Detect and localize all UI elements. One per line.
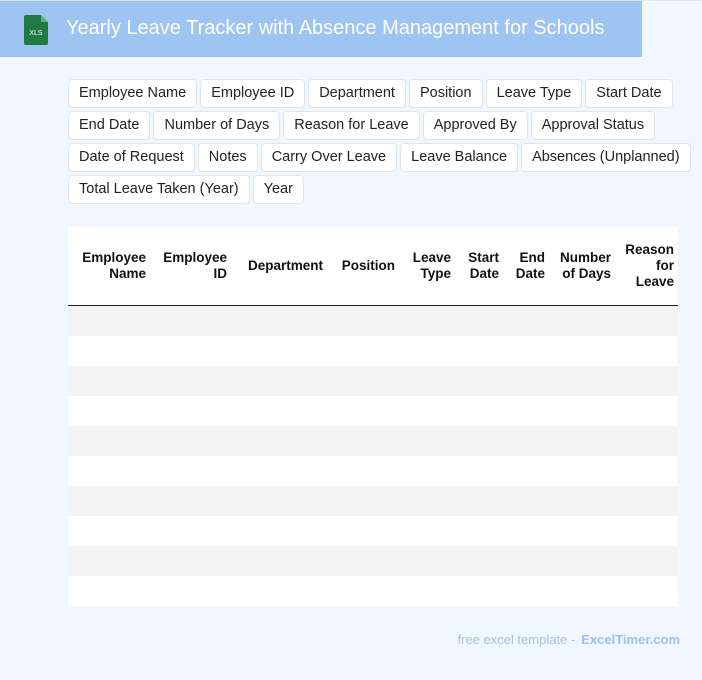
title-banner [0, 1, 642, 57]
table-cell[interactable] [231, 426, 327, 456]
table-cell[interactable] [150, 486, 231, 516]
table-cell[interactable] [455, 576, 503, 606]
table-cell[interactable] [150, 516, 231, 546]
table-cell[interactable] [150, 306, 231, 337]
table-cell[interactable] [549, 336, 615, 366]
column-header: Reason for Leave [615, 227, 678, 306]
column-header: Start Date [455, 227, 503, 306]
field-chip: Approved By [423, 111, 528, 140]
table-cell[interactable] [503, 486, 549, 516]
table-row [68, 486, 678, 516]
table-cell[interactable] [327, 576, 399, 606]
table-row [68, 336, 678, 366]
table-cell[interactable] [503, 576, 549, 606]
leave-table [68, 227, 678, 606]
table-cell[interactable] [68, 306, 150, 337]
field-chip: Employee Name [68, 79, 197, 108]
table-cell[interactable] [549, 426, 615, 456]
field-chip: Date of Request [68, 143, 195, 172]
table-cell[interactable] [150, 336, 231, 366]
table-cell[interactable] [399, 336, 455, 366]
table-row [68, 366, 678, 396]
field-list [68, 79, 696, 204]
table-cell[interactable] [399, 366, 455, 396]
table-cell[interactable] [549, 546, 615, 576]
table-cell[interactable] [455, 546, 503, 576]
field-chip: Reason for Leave [283, 111, 419, 140]
table-cell[interactable] [399, 456, 455, 486]
table-cell[interactable] [503, 336, 549, 366]
table-cell[interactable] [68, 576, 150, 606]
table-cell[interactable] [399, 486, 455, 516]
table-cell[interactable] [327, 336, 399, 366]
field-chip: Total Leave Taken (Year) [68, 175, 250, 204]
table-cell[interactable] [68, 396, 150, 426]
column-header: End Date [503, 227, 549, 306]
table-cell[interactable] [615, 366, 678, 396]
field-chip: Leave Type [486, 79, 583, 108]
table-cell[interactable] [327, 516, 399, 546]
table-header-row [68, 227, 678, 306]
table-cell[interactable] [150, 576, 231, 606]
table-cell[interactable] [327, 456, 399, 486]
table-cell[interactable] [615, 336, 678, 366]
table-cell[interactable] [455, 366, 503, 396]
column-header: Employee ID [150, 227, 231, 306]
field-chip: Carry Over Leave [261, 143, 397, 172]
table-cell[interactable] [549, 456, 615, 486]
table-cell[interactable] [399, 576, 455, 606]
table-cell[interactable] [549, 396, 615, 426]
table-row [68, 396, 678, 426]
column-header: Department [231, 227, 327, 306]
table-cell[interactable] [68, 336, 150, 366]
table-cell[interactable] [231, 546, 327, 576]
table-cell[interactable] [455, 486, 503, 516]
field-chip: Employee ID [200, 79, 305, 108]
svg-text:XLS: XLS [29, 30, 43, 37]
table-cell[interactable] [549, 516, 615, 546]
field-chip: Notes [198, 143, 258, 172]
table-cell[interactable] [549, 486, 615, 516]
table-cell[interactable] [615, 456, 678, 486]
table-cell[interactable] [549, 366, 615, 396]
table-cell[interactable] [68, 516, 150, 546]
table-cell[interactable] [327, 366, 399, 396]
table-cell[interactable] [150, 396, 231, 426]
table-cell[interactable] [231, 306, 327, 337]
field-chip: Number of Days [153, 111, 280, 140]
table-cell[interactable] [231, 516, 327, 546]
table-cell[interactable] [68, 366, 150, 396]
table-cell[interactable] [150, 456, 231, 486]
table-cell[interactable] [327, 426, 399, 456]
table-cell[interactable] [327, 396, 399, 426]
table-cell[interactable] [503, 426, 549, 456]
table-cell[interactable] [503, 366, 549, 396]
table-cell[interactable] [150, 366, 231, 396]
table-cell[interactable] [231, 396, 327, 426]
footer-credit [457, 632, 680, 647]
table-cell[interactable] [615, 546, 678, 576]
table-cell[interactable] [503, 546, 549, 576]
table-cell[interactable] [68, 456, 150, 486]
table-cell[interactable] [503, 516, 549, 546]
table-row [68, 576, 678, 606]
field-chip: Department [308, 79, 406, 108]
table-cell[interactable] [399, 426, 455, 456]
table-cell[interactable] [503, 456, 549, 486]
table-cell[interactable] [455, 456, 503, 486]
table-cell[interactable] [615, 516, 678, 546]
table-cell[interactable] [455, 426, 503, 456]
table-cell[interactable] [549, 306, 615, 337]
table-cell[interactable] [615, 426, 678, 456]
field-chip: Approval Status [531, 111, 655, 140]
table-cell[interactable] [327, 546, 399, 576]
table-cell[interactable] [455, 336, 503, 366]
table-cell[interactable] [455, 306, 503, 337]
table-cell[interactable] [399, 306, 455, 337]
table-cell[interactable] [327, 306, 399, 337]
table-cell[interactable] [68, 486, 150, 516]
table-cell[interactable] [150, 546, 231, 576]
column-header: Leave Type [399, 227, 455, 306]
table-row [68, 516, 678, 546]
footer-text: free excel template - [457, 632, 576, 647]
table-cell[interactable] [231, 456, 327, 486]
field-chip: Start Date [585, 79, 672, 108]
table-row [68, 546, 678, 576]
table-cell[interactable] [231, 486, 327, 516]
table-row [68, 456, 678, 486]
table-cell[interactable] [399, 546, 455, 576]
xls-file-icon [22, 14, 50, 46]
table-cell[interactable] [615, 306, 678, 337]
table-cell[interactable] [503, 306, 549, 337]
field-chip: Position [409, 79, 483, 108]
table-cell[interactable] [399, 516, 455, 546]
table-cell[interactable] [231, 576, 327, 606]
table-cell[interactable] [150, 426, 231, 456]
table-cell[interactable] [549, 576, 615, 606]
table-row [68, 426, 678, 456]
table-row [68, 306, 678, 337]
table-cell[interactable] [68, 426, 150, 456]
table-cell[interactable] [455, 396, 503, 426]
column-header: Position [327, 227, 399, 306]
table-cell[interactable] [615, 486, 678, 516]
table-cell[interactable] [327, 486, 399, 516]
table-cell[interactable] [231, 336, 327, 366]
table-cell[interactable] [455, 516, 503, 546]
table-cell[interactable] [615, 576, 678, 606]
table-cell[interactable] [503, 396, 549, 426]
page-title: Yearly Leave Tracker with Absence Management for Schools [66, 17, 605, 39]
field-chip: Absences (Unplanned) [521, 143, 691, 172]
column-header: Number of Days [549, 227, 615, 306]
table-cell[interactable] [231, 366, 327, 396]
table-cell[interactable] [615, 396, 678, 426]
footer-brand-link[interactable]: ExcelTimer.com [581, 632, 680, 647]
field-chip: End Date [68, 111, 150, 140]
field-chip: Year [253, 175, 304, 204]
column-header: Employee Name [68, 227, 150, 306]
field-chip: Leave Balance [400, 143, 518, 172]
table-cell[interactable] [68, 546, 150, 576]
table-cell[interactable] [399, 396, 455, 426]
